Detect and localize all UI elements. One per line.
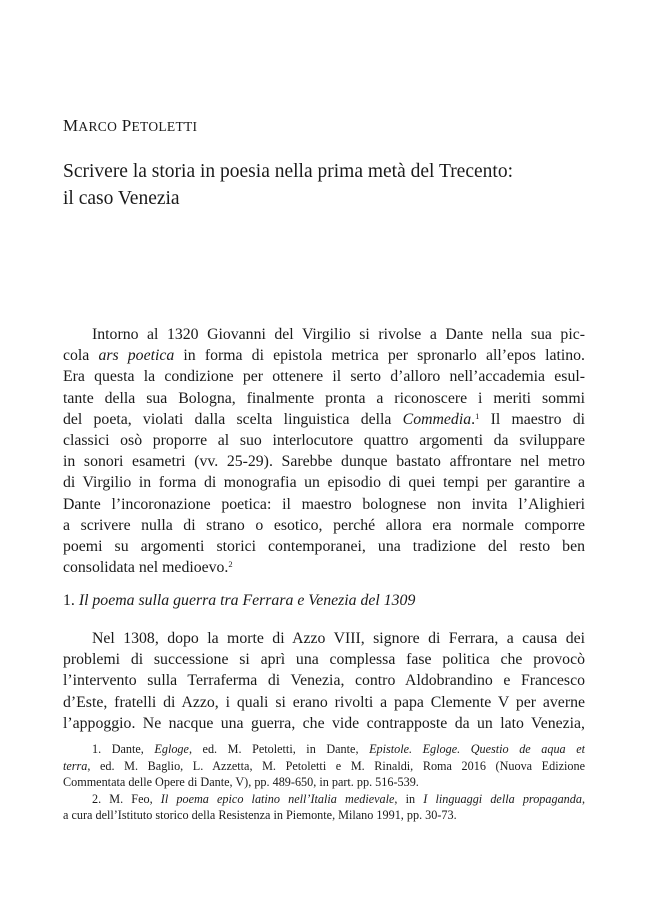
author-last-rest: ETOLETTI bbox=[131, 119, 198, 134]
section-title: Il poema sulla guerra tra Ferrara e Venezia del 1309 bbox=[78, 592, 416, 609]
footnote-2-line: a cura dell’Istituto storico della Resistenza in Piemonte, Milano 1991, pp. 30-73. bbox=[63, 808, 457, 822]
italic-title: terra bbox=[63, 758, 88, 773]
italic-title: I linguaggi della propaganda bbox=[423, 791, 582, 806]
intro-line: poemi su argomenti storici contemporanei, una tradizione del resto ben bbox=[63, 538, 585, 556]
italic-term: Commedia bbox=[402, 410, 472, 428]
intro-line: a scrivere nulla di strano o esotico, perché allora era normale comporre bbox=[63, 516, 585, 534]
chapter-title-line-1: Scrivere la storia in poesia nella prima metà del Trecento: bbox=[63, 161, 513, 182]
italic-title: Egloge bbox=[154, 742, 189, 756]
italic-term: ars poetica bbox=[98, 347, 175, 365]
text-run: Il maestro di bbox=[479, 410, 585, 428]
intro-line: Dante l’incoronazione poetica: il maestro bolognese non invita l’Alighieri bbox=[63, 495, 585, 513]
italic-title: Il poema epico latino nell’Italia medievale bbox=[160, 791, 395, 806]
section-line: l’appoggio. Ne nacque una guerra, che vide contrapposte da un lato Venezia, bbox=[63, 714, 585, 732]
intro-paragraph bbox=[63, 324, 585, 578]
footnote-1-line bbox=[63, 758, 585, 775]
footnote-1-line bbox=[63, 741, 585, 758]
intro-line: di Virgilio in forma di monografia un episodio di quei tempi per garantire a bbox=[63, 474, 585, 492]
section-heading bbox=[63, 590, 585, 611]
text-run: . bbox=[471, 410, 476, 428]
text-run: del poeta, violati dalla scelta linguistica della bbox=[63, 410, 403, 428]
text-run: 1. Dante, bbox=[92, 742, 155, 756]
chapter-title bbox=[63, 158, 603, 212]
footnote-1-line: Commentata delle Opere di Dante, V), pp. 489-650, in part. pp. 516-539. bbox=[63, 775, 419, 789]
intro-line: Era questa la condizione per ottenere il serto d’alloro nell’accademia esul- bbox=[63, 368, 585, 386]
intro-line: classici osò proporre al suo interlocutore quattro argomenti da sviluppare bbox=[63, 432, 585, 450]
chapter-title-line-2: il caso Venezia bbox=[63, 188, 180, 209]
section-paragraph bbox=[63, 628, 585, 734]
intro-line: in sonori esametri (vv. 25-29). Sarebbe dunque bastato affrontare nel metro bbox=[63, 453, 585, 471]
text-run: cola bbox=[63, 347, 99, 365]
author-last-initial: P bbox=[121, 116, 132, 135]
text-run: 2. M. Feo, bbox=[92, 791, 161, 806]
footnotes bbox=[63, 741, 585, 824]
italic-title: Epistole. Egloge. Questio de aqua et bbox=[369, 742, 585, 756]
author-first-rest: ARCO bbox=[78, 119, 118, 134]
section-line: l’intervento sulla Terraferma di Venezia, contro Aldobrandino e Francesco bbox=[63, 672, 585, 690]
intro-line bbox=[63, 345, 585, 366]
footnote-ref-1[interactable]: 1 bbox=[475, 410, 480, 421]
intro-line: Intorno al 1320 Giovanni del Virgilio si rivolse a Dante nella sua pic- bbox=[92, 326, 585, 343]
section-line: Nel 1308, dopo la morte di Azzo VIII, signore di Ferrara, a causa dei bbox=[92, 630, 585, 647]
section-line: problemi di successione si aprì una complessa fase politica che provocò bbox=[63, 651, 585, 669]
text-run: in forma di epistola metrica per spronarlo all’epos latino. bbox=[174, 347, 585, 365]
section-number: 1. bbox=[63, 592, 75, 609]
author-first-initial: M bbox=[63, 116, 79, 135]
footnote-ref-2[interactable]: 2 bbox=[228, 559, 233, 570]
author-name bbox=[63, 116, 197, 136]
text-run: , ed. M. Baglio, L. Azzetta, M. Petoletti e M. Rinaldi, Roma 2016 (Nuova Edizione bbox=[87, 758, 585, 773]
intro-line bbox=[63, 557, 585, 578]
intro-line bbox=[63, 409, 585, 430]
text-run: , bbox=[581, 791, 585, 806]
text-run: , ed. M. Petoletti, in Dante, bbox=[188, 742, 370, 756]
section-line: d’Este, fratelli di Azzo, i quali si erano rivolti a papa Clemente V per averne bbox=[63, 693, 585, 711]
footnote-2-line bbox=[63, 791, 585, 808]
text-run: , in bbox=[394, 791, 424, 806]
intro-line: tante della sua Bologna, finalmente pronta a riconoscere i meriti sommi bbox=[63, 389, 585, 407]
text-run: consolidata nel medioevo. bbox=[63, 559, 229, 577]
